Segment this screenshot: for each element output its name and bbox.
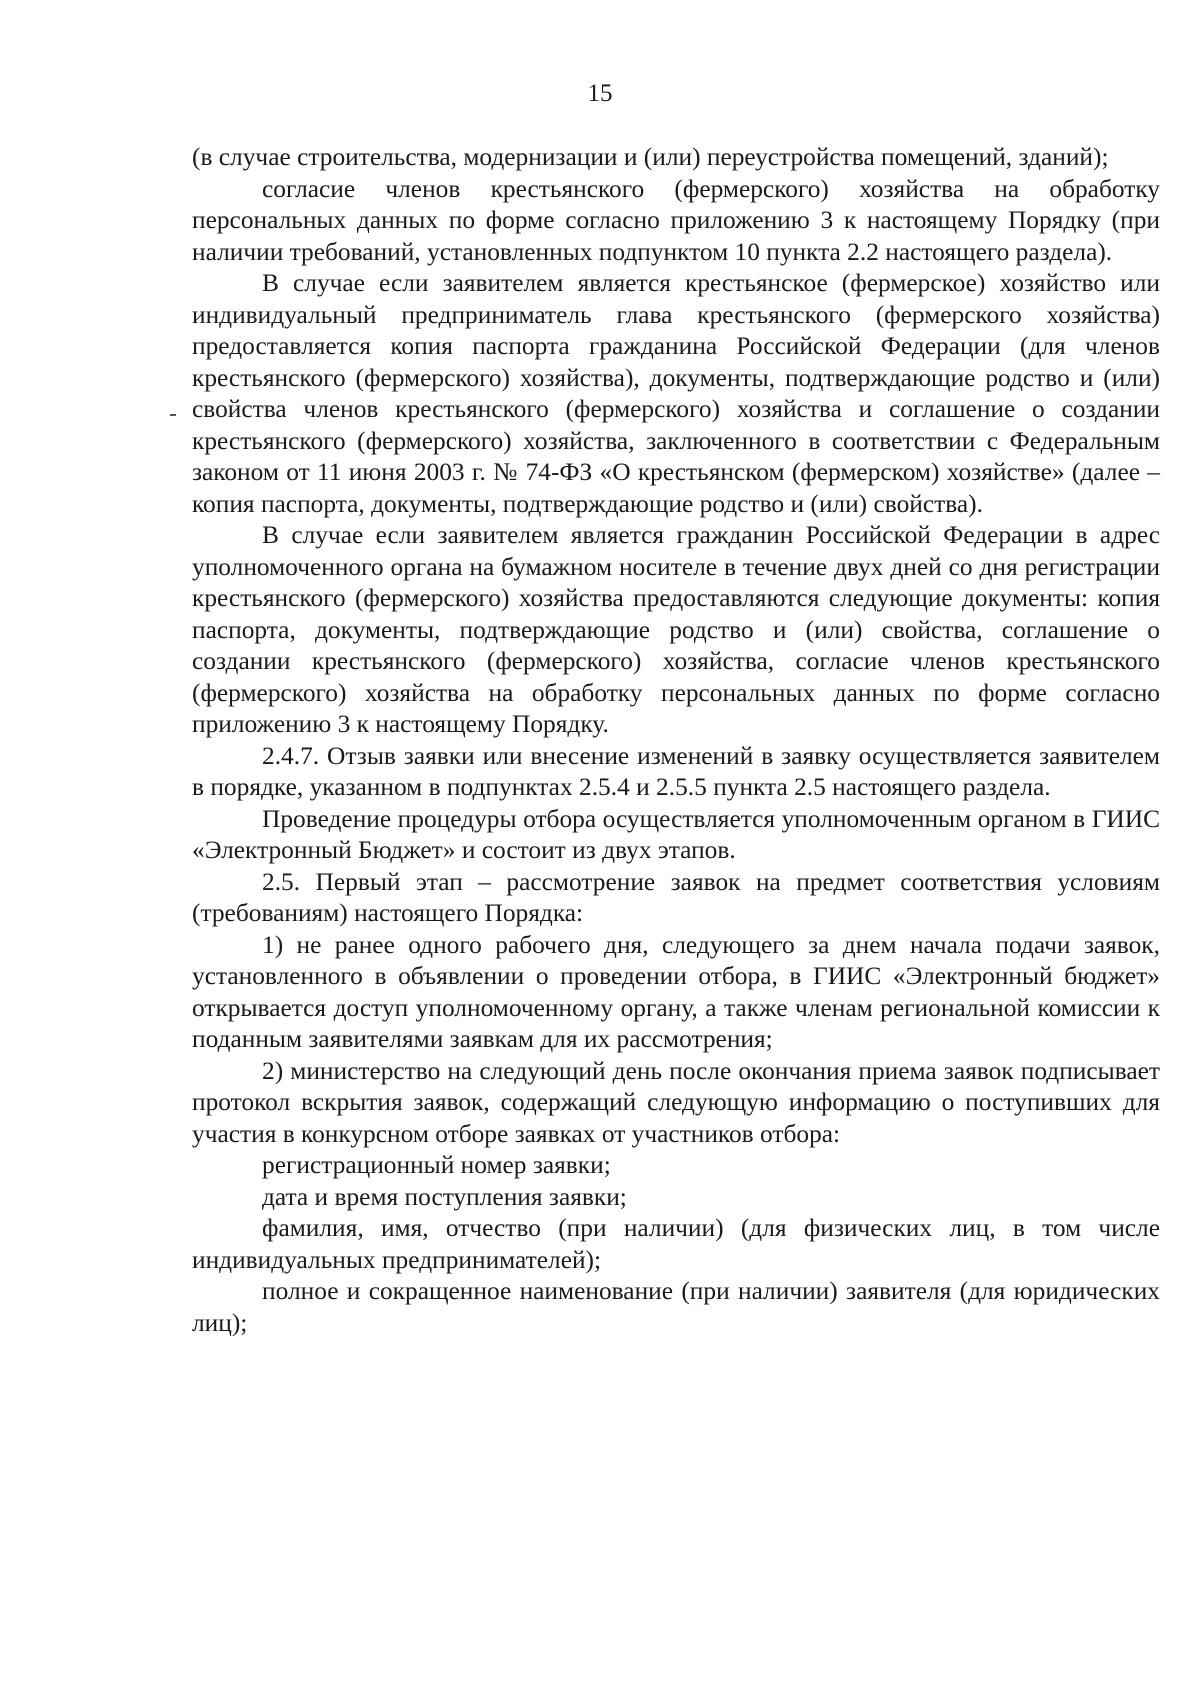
paragraph-continuation: (в случае строительства, модернизации и (или) переустройства помещений, зданий);: [192, 143, 1109, 171]
paragraph-farm-applicant: В случае если заявителем является крестьянское (фермерское) хозяйство или индивидуальный предприниматель глава крестьянского (фермерского хозяйства) предоставляется копия паспорта гражданина Российской Федерации (для членов крестьянского (фермерского) хозяйства), документы, подтверждающие родство и (или) свойства членов крестьянского (фермерского) хозяйства и соглашение о создании крестьянского (фермерского) хозяйства, заключенного в соответствии с Федеральным законом от 11 июня 2003 г. № 74-ФЗ «О крестьянском (фермерском) хозяйстве» (далее – копия паспорта, документы, подтверждающие родство и (или) свойства).: [192, 269, 1160, 518]
document-body: [192, 142, 1160, 1339]
list-item-registration-number: регистрационный номер заявки;: [262, 1151, 611, 1179]
paragraph-consent: согласие членов крестьянского (фермерского) хозяйства на обработку персональных данных по форме согласно приложению 3 к настоящему Порядку (при наличии требований, установленных подпунктом 10 пункта 2.2 настоящего раздела).: [192, 174, 1160, 266]
paragraph-item-2: 2) министерство на следующий день после окончания приема заявок подписывает протокол вскрытия заявок, содержащий следующую информацию о поступивших для участия в конкурсном отборе заявках от участников отбора:: [192, 1056, 1160, 1148]
scan-artifact: [170, 414, 176, 416]
paragraph-selection-procedure: Проведение процедуры отбора осуществляется уполномоченным органом в ГИИС «Электронный Бюджет» и состоит из двух этапов.: [192, 804, 1160, 864]
page-number: 15: [587, 80, 613, 107]
paragraph-2-5: 2.5. Первый этап – рассмотрение заявок на предмет соответствия условиям (требованиям) настоящего Порядка:: [192, 867, 1160, 927]
list-item-full-name: фамилия, имя, отчество (при наличии) (для физических лиц, в том числе индивидуальных предпринимателей);: [192, 1214, 1160, 1274]
paragraph-item-1: 1) не ранее одного рабочего дня, следующего за днем начала подачи заявок, установленного в объявлении о проведении отбора, в ГИИС «Электронный бюджет» открывается доступ уполномоченному органу, а также членам региональной комиссии к поданным заявителями заявкам для их рассмотрения;: [192, 930, 1160, 1053]
paragraph-2-4-7: 2.4.7. Отзыв заявки или внесение изменений в заявку осуществляется заявителем в порядке, указанном в подпунктах 2.5.4 и 2.5.5 пункта 2.5 настоящего раздела.: [192, 741, 1160, 801]
list-item-date-time: дата и время поступления заявки;: [262, 1182, 627, 1211]
paragraph-citizen-applicant: В случае если заявителем является гражданин Российской Федерации в адрес уполномоченного органа на бумажном носителе в течение двух дней со дня регистрации крестьянского (фермерского) хозяйства предоставляются следующие документы: копия паспорта, документы, подтверждающие родство и (или) свойства, соглашение о создании крестьянского (фермерского) хозяйства, согласие членов крестьянского (фермерского) хозяйства на обработку персональных данных по форме согласно приложению 3 к настоящему Порядку.: [192, 521, 1160, 738]
list-item-org-name: полное и сокращенное наименование (при наличии) заявителя (для юридических лиц);: [192, 1277, 1160, 1337]
